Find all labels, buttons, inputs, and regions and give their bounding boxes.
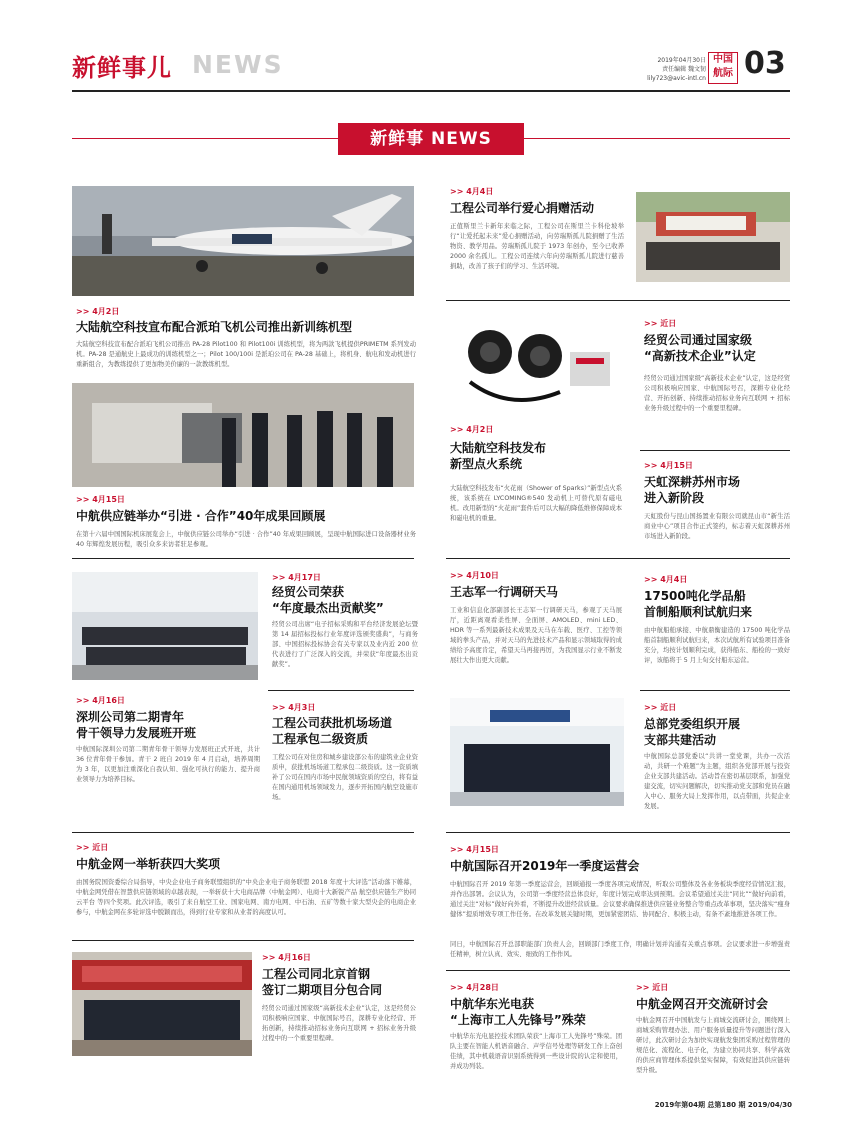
article-headline [272,715,418,747]
article-headline: 中航供应链举办“引进 · 合作”40年成果回顾展 [76,509,326,523]
ignition-system-photo [450,312,620,414]
article-date: >> 4月17日 [272,573,321,582]
headline-line: 进入新阶段 [644,491,705,505]
headline-line: 签订二期项目分包合同 [262,983,383,997]
headline-line: “年度最杰出贡献奖” [272,601,384,615]
article-headline: 大陆航空科技宣布配合派珀飞机公司推出新训练机型 [76,320,353,334]
section-divider [640,690,790,691]
headline-line: 新型点火系统 [450,457,523,471]
article-date: >> 近日 [644,703,677,712]
headline-line: 天虹深耕苏州市场 [644,475,741,489]
headline-line: “上海市工人先锋号”殊荣 [450,1013,586,1027]
article-date: >> 4月4日 [450,187,494,196]
headline-line: 经贸公司荣获 [272,585,345,599]
visit-photo [450,698,624,806]
headline-line: 中航华东光电获 [450,997,535,1011]
article-body: 经贸公司通过国家级“高新技术企业”认定，这是经贸公司积极响应国家、中航国际号召，深耕专业化经营、开拓创新、持续推动招标业务向互联网 + 招标业务升级过程中的一个重要里程碑。 [644,375,790,412]
article-headline [644,474,792,506]
article-date: >> 近日 [76,843,109,852]
article-headline [76,709,260,741]
page-number: 03 [744,46,786,81]
page-section-title: 新鲜事儿 [72,54,172,82]
article-body: 中航国际深圳公司第二期青年骨干领导力发展班正式开班，共计 36 位青年骨干参加。青干 2 班自 2019 年 4 月启动，培养周期为 3 年，以更加注重深化自我认知、强化可执行的能力、提升商业领导力为培养目标。 [76,746,260,783]
article-headline: 中航国际召开2019年一季度运营会 [450,859,640,873]
issue-meta [640,56,706,83]
article-body: 天虹股份与昆山国扬置业有限公司就昆山市“新生活商业中心”项目合作正式签约，标志着天虹深耕苏州市场进入新阶段。 [644,513,790,540]
article-date: >> 近日 [636,983,669,992]
article-date: >> 4月2日 [450,425,494,434]
section-divider [640,450,790,451]
article-headline [272,584,418,616]
article-date: >> 4月2日 [76,307,120,316]
article-headline [644,588,792,620]
article-body: 中航华东光电显控技术团队荣获“上海市工人先锋号”殊荣。团队主要在智能人机语音融合、声学信号处理等研发工作上奋创佳绩，其中机载语音识别系统得到一些设计院的认定和使用，并成功列装。 [450,1033,622,1070]
article-headline [262,966,416,998]
section-banner: 新鲜事 NEWS [338,123,524,155]
headline-line: 总部党委组织开展 [644,717,741,731]
article-body: 经贸公司出席“电子招标采购和平台经济发展论坛暨第 14 届招标投标行业年度评选颁奖盛典”，与商务部、中国招标投标协会有关专家以及业内近 200 位代表进行了广泛深入的交流，并荣获“年度最杰出贡献奖”。 [272,621,418,668]
headline-line: “高新技术企业”认定 [644,349,756,363]
article-body: 由国务院国资委综合局指导，中央企业电子商务联盟组织的“中央企业电子商务联盟 2018 年度十大评选”活动落下帷幕，中航金网凭借在智慧供应链领域的卓越表现，一举斩获十大电商品牌（中航金网）、电商十大新锐产品 航空供应链生产协同云平台 等四个奖项。此次评选，吸引了来自航空工业、国家电网、南方电网、中石油、五矿等数十家大型央企的电商企业参与，中航金网在多轮评选中脱颖而出，得到行业专家和从业者的高度认可。 [76,879,416,916]
issue-editor: 责任编辑 魏文韧 [662,66,706,73]
article-headline [450,440,622,472]
article-date: >> 4月3日 [272,703,316,712]
article-headline: 王志军一行调研天马 [450,585,559,599]
article-body: 正值斯里兰卡新年来临之际，工程公司在斯里兰卡科伦坡举行“让爱托起未来”爱心捐赠活动，向劳瑞斯孤儿院捐赠了生活物资、教学用品。劳瑞斯孤儿院于 1973 年创办，至今已收养 2000 余名孤儿。工程公司连续六年向劳瑞斯孤儿院进行慈善捐助，改善了孩子们的学习、生活环境。 [450,223,624,270]
article-body: 大陆航空科技发布“火花雨（Shower of Sparks）”新型点火系统，该系统在 LYCOMING®540 发动机上可替代原有磁电机。改用新型的“火花雨”套件后可以大幅的降低维修保障成本和磁电机的重量。 [450,485,622,522]
section-divider [446,300,790,301]
article-date: >> 近日 [644,319,677,328]
issue-email: lily723@avic-intl.cn [647,75,706,82]
aircraft-photo [72,186,414,296]
article-body: 同日，中航国际召开总部职能部门负责人会，回顾部门季度工作，明确计划并沟通有关重点事项。会议要求进一步增强责任精神，树立认真、效实、细致的工作作风。 [450,941,790,958]
article-date: >> 4月10日 [450,571,499,580]
article-body: 大陆航空科技宣布配合派珀飞机公司推出 PA-28 Pilot100 和 Pilot100i 训练机型，将为两款飞机提供PRIMETM 系列发动机。PA-28 是通航史上最成功的训练机型之一；Pilot 100/100i 是派珀公司在 PA-28 基础上，将机身、航电和发动机进行重新组合，为教练提供了更加物美价廉的一款教练机型。 [76,341,416,368]
article-headline: 中航金网召开交流研讨会 [636,997,769,1011]
article-headline: 中航金网一举斩获四大奖项 [76,857,221,871]
headline-line: 17500吨化学品船 [644,589,746,603]
publication-logo [708,52,738,84]
header-divider [72,90,790,92]
headline-line: 经贸公司通过国家级 [644,333,753,347]
article-body: 中航国际总部党委以“共讲一堂党课，共办一次活动，共研一个难题”为主题，组织各党部开展与投资企业支部共建活动。活动旨在密切基层联系，加强党建交流，切实问题解决，切实推动党支部和党员在融入中心、服务大局上发挥作用，以点带面，共促企业发展。 [644,753,790,810]
article-date: >> 4月16日 [262,953,311,962]
article-date: >> 4月15日 [644,461,693,470]
headline-line: 工程承包二级资质 [272,732,369,746]
headline-line: 工程公司获批机场场道 [272,716,393,730]
section-divider [72,940,414,941]
section-divider [446,832,790,833]
headline-line: 首制船顺利试航归来 [644,605,753,619]
article-headline [450,996,622,1028]
section-divider [268,690,414,691]
article-headline [644,332,792,364]
section-divider [72,832,414,833]
headline-line: 工程公司同北京首钢 [262,967,371,981]
article-date: >> 4月15日 [450,845,499,854]
section-divider [72,558,414,559]
article-body: 工业和信息化部副部长王志军一行调研天马，参观了天马展厅，近距离观看柔性屏、全面屏、AMOLED、mini LED、HDR 等一系列最新技术成果及天马在车载、医疗、工控等领域的拳头产品，并对天马的先进技术产品和显示领域取得的成绩给予高度肯定，希望天马再接再厉，为我国显示行业不断发展壮大作出更大贡献。 [450,607,622,664]
article-date: >> 4月28日 [450,983,499,992]
issue-date: 2019年04月30日 [657,57,706,64]
headline-line: 深圳公司第二期青年 [76,710,185,724]
article-body: 在第十六届中国国际机床展览会上，中航供应链公司举办“引进 · 合作”40 年成果回顾展，呈现中航国际进口设备器材业务 40 年辉煌发展历程，吸引众多来访者驻足参观。 [76,531,416,548]
charity-photo [636,192,790,282]
page-section-title-en: NEWS [192,50,284,79]
article-date: >> 4月16日 [76,696,125,705]
group-photo [72,572,258,680]
section-divider [446,558,790,559]
headline-line: 支部共建活动 [644,733,717,747]
exhibition-photo [72,383,414,487]
section-divider [446,970,790,971]
headline-line: 大陆航空科技发布 [450,441,547,455]
article-headline: 工程公司举行爱心捐赠活动 [450,201,595,215]
article-headline [644,716,792,748]
logo-line1: 中国 [713,54,733,65]
headline-line: 骨干领导力发展班开班 [76,726,197,740]
article-body: 工程公司在对住房和城乡建设部公布的建筑业企业资质申，获批机场场道工程承包二级资质。这一资质填补了公司在国内市场中民航领域资质的空白，将有益在国内通用机场领域发力，逐步开拓国内航空设施市场。 [272,754,418,801]
article-body: 由中航船舶承接、中航鼎衡建造的 17500 吨化学品船首制船顺利试航归来，本次试航所有试验项目准备充分，均按计划顺利完成，获得船东、船检的一致好评，该船将于 5 月上旬交付船东运营。 [644,627,790,664]
article-body: 中航国际召开 2019 年第一季度运营会，回顾通报一季度各项完成情况，听取公司整体及各业务板块季度经营情况汇报，并作出部署。会议认为，公司第一季度经营总体良好，年度计划完成率达到预期。会议希望通过关注“同比”“做好向前看，通过关注“对标”做好向外看，不断提升改进经营质量。会议要求确保推进供应链业务整合等重点改革事项，坚决落实“瘦身健体”提质增效专项工作任务。在改革发展关键时期，更加紧密团结、协同配合、积极主动，有条不紊地推进各项工作。 [450,881,790,918]
page-footer: 2019年第04期 总第180 期 2019/04/30 [654,1101,792,1109]
signing-photo [72,952,252,1056]
article-date: >> 4月4日 [644,575,688,584]
article-body: 中航金网召开中国航发与上商城交流研讨会，围绕网上商城采购管理办法、用户服务质量提升等问题进行深入研讨，此次研讨会为加快实现航发集团采购过程管理的规范化、流程化、电子化，为建立协同共享、科学高效的供应商管理体系提供坚实保障，有效促进其供应链转型升级。 [636,1017,790,1074]
article-body: 经贸公司通过国家级“高新技术企业”认定，这是经贸公司积极响应国家、中航国际号召，深耕专业化经营、开拓创新，持续推动招标业务向互联网 + 招标业务升级过程中的一个重要里程碑。 [262,1005,416,1042]
article-date: >> 4月15日 [76,495,125,504]
logo-line2: 航际 [713,68,733,79]
